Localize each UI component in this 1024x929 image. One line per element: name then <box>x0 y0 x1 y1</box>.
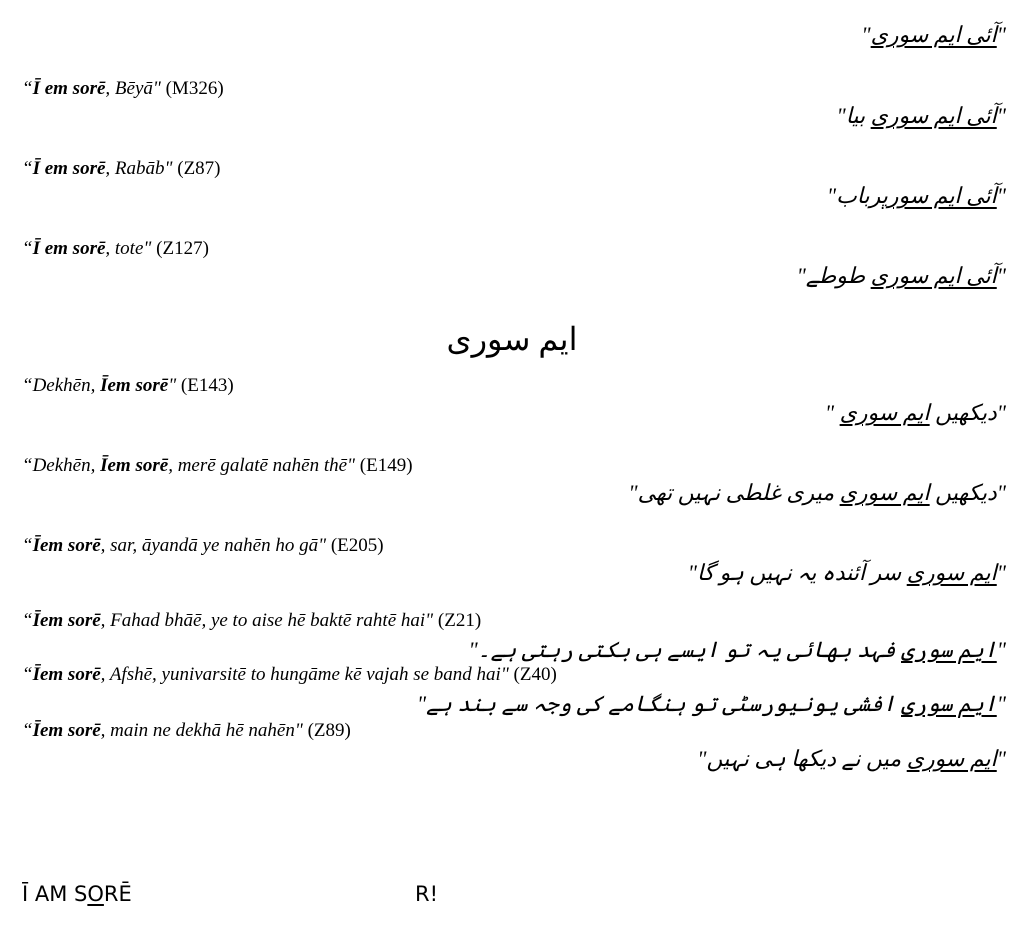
transliteration-line <box>22 375 234 397</box>
line-prefix: Dekhēn, <box>32 375 101 396</box>
open-quote: “ <box>22 664 33 685</box>
urdu-after: " <box>861 22 871 47</box>
open-quote: “ <box>22 535 33 556</box>
urdu-after: میری غلطی نہیں تھی" <box>628 480 840 505</box>
term-bold: Ī em sorē <box>32 238 106 259</box>
urdu-before: " <box>996 637 1006 662</box>
open-quote: “ <box>22 238 33 259</box>
term-bold: Īem sorē <box>32 535 101 556</box>
term-bold: Īem sorē <box>100 375 169 396</box>
transliteration-line <box>22 78 224 100</box>
transliteration-line <box>22 158 221 180</box>
urdu-line <box>628 480 1006 506</box>
open-quote: “ <box>22 78 33 99</box>
urdu-line <box>861 22 1006 48</box>
open-quote: “ <box>22 375 33 396</box>
line-rest: , Afshē, yunivarsitē to hungāme kē vajah se band hai" <box>100 664 509 685</box>
urdu-line <box>825 400 1006 426</box>
source-code: (Z40) <box>513 664 557 685</box>
urdu-heading: ایم سوری <box>446 321 578 357</box>
urdu-after: افشی یونیورسٹی تو ہنگامے کی وجہ سے بند ہے" <box>416 691 902 716</box>
source-code: (E205) <box>330 535 384 556</box>
line-rest: , merē galatē nahēn thē" <box>168 455 356 476</box>
urdu-after: طوطے" <box>796 263 871 288</box>
urdu-before: " <box>996 560 1006 585</box>
footer-mark: R! <box>415 882 439 906</box>
urdu-term-underlined: آئی ایم سوری <box>870 103 997 128</box>
line-rest: , Bēyā" <box>105 78 161 99</box>
urdu-before: " <box>996 263 1006 288</box>
urdu-term-underlined: ایم سوری <box>839 480 930 505</box>
source-code: (Z21) <box>437 610 482 631</box>
urdu-line <box>417 691 1006 717</box>
source-code: (E149) <box>359 455 413 476</box>
urdu-before: " <box>996 103 1006 128</box>
urdu-line <box>468 637 1006 663</box>
term-bold: Īem sorē <box>32 610 101 631</box>
urdu-after: سر آئندہ یہ نہیں ہو گا" <box>687 560 907 585</box>
source-code: (Z89) <box>307 720 351 741</box>
urdu-line <box>836 103 1006 129</box>
urdu-term-underlined: ایم سوری <box>901 691 997 716</box>
open-quote: “ <box>22 720 33 741</box>
urdu-term-underlined: آئی ایم سوری <box>870 263 997 288</box>
transliteration-line <box>22 610 481 632</box>
term-bold: Īem sorē <box>32 720 101 741</box>
source-code: (Z87) <box>177 158 221 179</box>
term-bold: Ī em sorē <box>32 78 106 99</box>
transliteration-line <box>22 664 557 686</box>
line-rest: , Rabāb" <box>105 158 173 179</box>
urdu-term-underlined: آئی ایم سوری <box>870 22 997 47</box>
transliteration-line <box>22 455 413 477</box>
urdu-line <box>827 183 1006 209</box>
urdu-before: " <box>996 746 1006 771</box>
source-code: (M326) <box>165 78 224 99</box>
line-rest: , main ne dekhā hē nahēn" <box>100 720 303 741</box>
urdu-term-underlined: ایم سوری <box>901 637 997 662</box>
urdu-after: رباب" <box>826 183 882 208</box>
urdu-before: " <box>996 691 1006 716</box>
urdu-line <box>797 263 1006 289</box>
urdu-before: " <box>996 22 1006 47</box>
urdu-term-underlined: ایم سوری <box>839 400 930 425</box>
urdu-term-underlined: ایم سوری <box>906 560 997 585</box>
transliteration-line <box>22 535 384 557</box>
line-rest: , Fahad bhāē, ye to aise hē baktē rahtē hai" <box>100 610 434 631</box>
urdu-line <box>688 560 1006 586</box>
urdu-term-underlined: آئی ایم سوری <box>881 183 997 208</box>
line-rest: " <box>168 375 177 396</box>
open-quote: “ <box>22 455 33 476</box>
open-quote: “ <box>22 158 33 179</box>
urdu-after: " <box>824 400 840 425</box>
footer-transcription: Ī AM SORĒ <box>22 882 132 906</box>
term-bold: Īem sorē <box>100 455 169 476</box>
source-code: (E143) <box>180 375 234 396</box>
urdu-after: بیا" <box>836 103 871 128</box>
source-code: (Z127) <box>156 238 209 259</box>
urdu-term-underlined: ایم سوری <box>906 746 997 771</box>
line-rest: , tote" <box>105 238 152 259</box>
urdu-before: " <box>996 183 1006 208</box>
open-quote: “ <box>22 610 33 631</box>
transliteration-line <box>22 238 209 260</box>
urdu-after: میں نے دیکھا ہی نہیں" <box>697 746 907 771</box>
urdu-line <box>697 746 1006 772</box>
term-bold: Ī em sorē <box>32 158 106 179</box>
transliteration-line <box>22 720 351 742</box>
urdu-before: "دیکھیں <box>929 480 1006 505</box>
urdu-after: فہد بھائی یہ تو ایسے ہی بکتی رہتی ہے۔" <box>468 637 902 662</box>
line-prefix: Dekhēn, <box>32 455 101 476</box>
line-rest: , sar, āyandā ye nahēn ho gā" <box>100 535 327 556</box>
urdu-before: "دیکھیں <box>929 400 1006 425</box>
term-bold: Īem sorē <box>32 664 101 685</box>
